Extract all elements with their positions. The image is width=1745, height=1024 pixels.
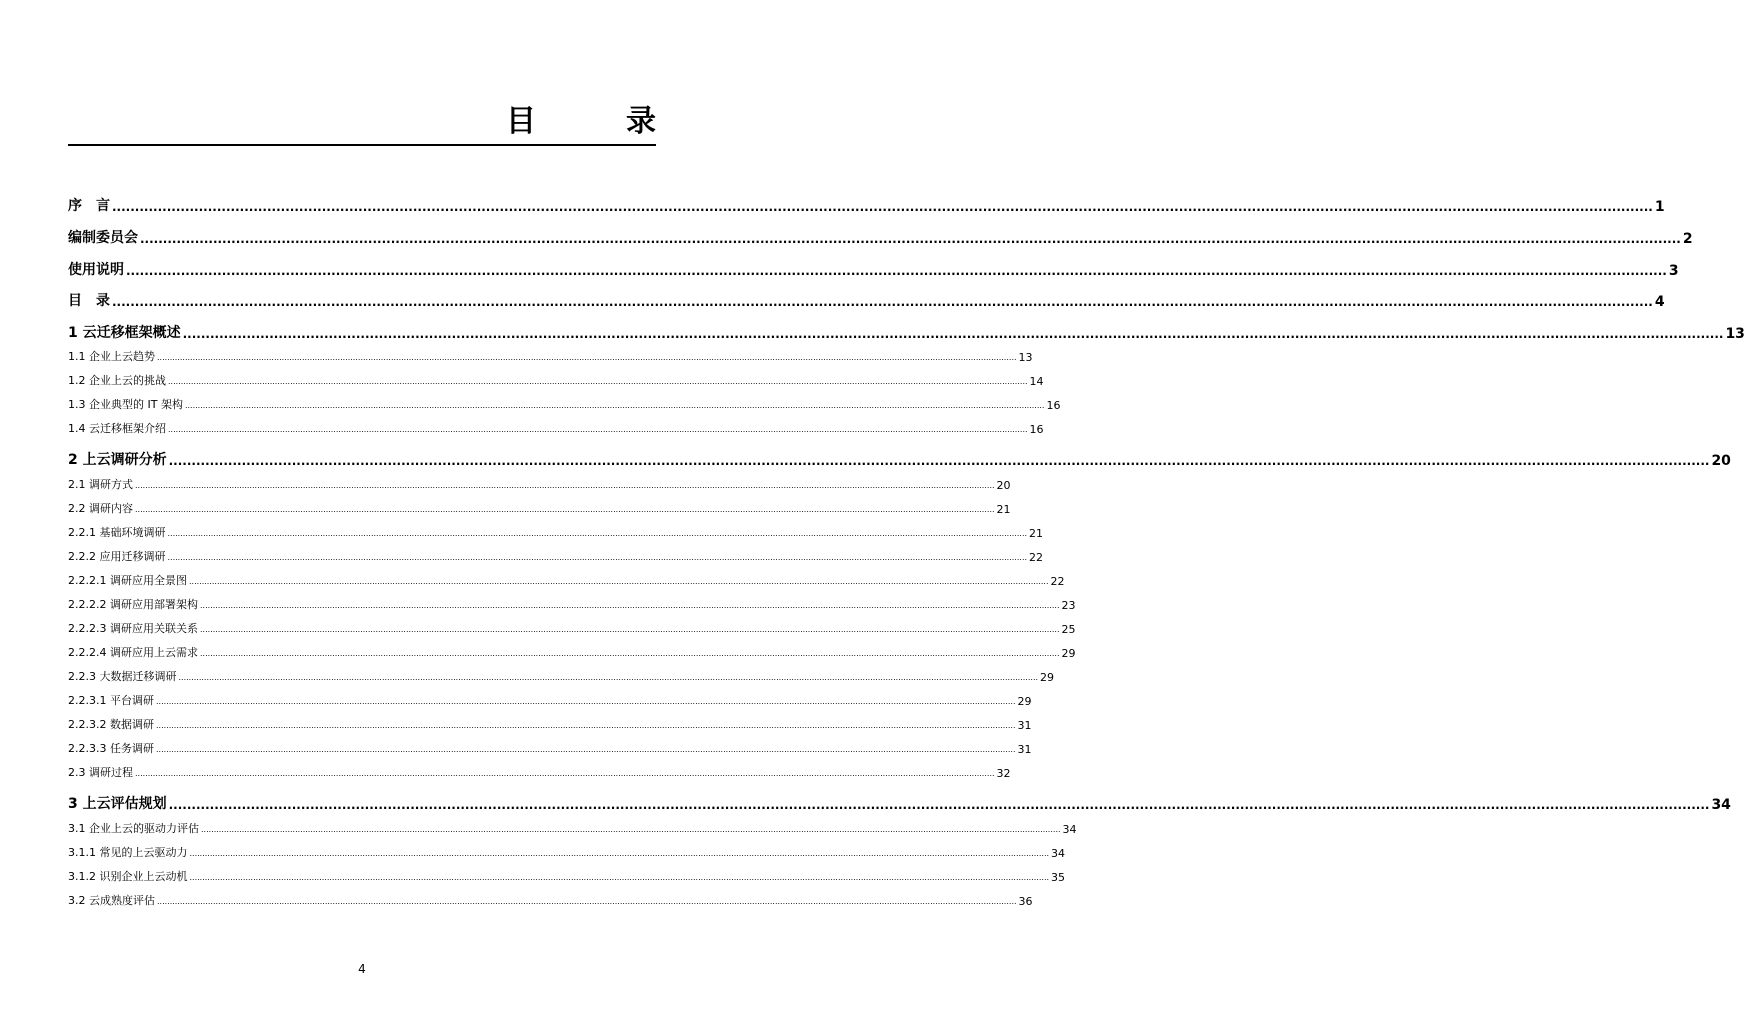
toc-entry-label: 1.4 云迁移框架介绍 [68,422,166,435]
toc-leader-dots: .................................................................................................................................................................................................................................................................................................................................................. [157,897,1017,906]
toc-entry-label: 2.2.2 应用迁移调研 [68,550,166,563]
toc-entry[interactable] [68,742,1032,756]
page-title: 目 录 [506,104,686,139]
toc-entry-label: 2.3 调研过程 [68,766,133,779]
toc-entry-page: 4 [1654,294,1665,310]
toc-entry[interactable] [68,622,1076,636]
toc-leader-dots: .................................................................................................................................................................................................................................................................................................................................................. [189,873,1050,882]
toc-entry[interactable] [68,694,1032,708]
toc-leader-dots: .................................................................................................................................................................................................................................................................................................................................................. [155,697,1016,706]
toc-entry[interactable] [68,795,1731,813]
toc-entry[interactable] [68,350,1033,364]
toc-entry-page: 21 [1029,527,1044,540]
toc-leader-dots: .................................................................................................................................................................................................................................................................................................................................................. [188,577,1049,586]
toc-entry-page: 16 [1046,399,1061,412]
toc-entry[interactable] [68,598,1076,612]
toc-entry-label: 2.2.3.1 平台调研 [68,694,154,707]
toc-entry-page: 29 [1040,671,1055,684]
toc-entry-page: 35 [1051,871,1066,884]
toc-entry-page: 2 [1682,231,1693,247]
toc-entry[interactable] [68,526,1044,540]
toc-entry-page: 13 [1725,326,1745,342]
footer-page-number: 4 [358,962,366,976]
toc-entry[interactable] [68,894,1033,908]
toc-entry-label: 3.1.1 常见的上云驱动力 [68,846,188,859]
toc-entry-page: 20 [1711,453,1731,469]
toc-leader-dots: .................................................................................................................................................................................................................................................................................................................................................. [184,401,1045,410]
toc-leader-dots: .................................................................................................................................................................................................................................................................................................................................................. [157,353,1017,362]
toc-entry-page: 13 [1018,351,1033,364]
toc-entry[interactable] [68,670,1055,684]
toc-entry[interactable] [68,502,1011,516]
toc-entry[interactable] [68,422,1044,436]
toc-entry[interactable] [68,766,1011,780]
toc-entry-label: 2.2.1 基础环境调研 [68,526,166,539]
toc-leader-dots: .................................................................................................................................................................................................................................................................................................................................................. [189,849,1050,858]
toc-entry-page: 14 [1029,375,1044,388]
toc-entry-label: 编制委员会 [68,230,138,246]
toc-entry-page: 20 [996,479,1011,492]
toc-entry-label: 使用说明 [68,262,124,278]
toc-entry[interactable] [68,718,1032,732]
toc-entry-label: 1.1 企业上云趋势 [68,350,155,363]
toc-leader-dots: .................................................................................................................................................................................................................................................................................................................................................. [168,798,1710,812]
toc-leader-dots: .................................................................................................................................................................................................................................................................................................................................................. [135,481,995,490]
toc-leader-dots: .................................................................................................................................................................................................................................................................................................................................................. [201,825,1061,834]
toc-entry-label: 2.2.3 大数据迁移调研 [68,670,177,683]
toc-entry-label: 2 上云调研分析 [68,452,167,468]
toc-leader-dots: .................................................................................................................................................................................................................................................................................................................................................. [135,505,995,514]
toc-leader-dots: .................................................................................................................................................................................................................................................................................................................................................. [168,377,1028,386]
toc-entry[interactable] [68,374,1044,388]
toc-entry-page: 22 [1029,551,1044,564]
toc-entry-label: 2.2.3.2 数据调研 [68,718,154,731]
toc-entry-label: 2.1 调研方式 [68,478,133,491]
toc-leader-dots: .................................................................................................................................................................................................................................................................................................................................................. [155,721,1016,730]
toc-leader-dots: .................................................................................................................................................................................................................................................................................................................................................. [155,745,1016,754]
toc-entry[interactable] [68,261,1679,279]
toc-entry-page: 25 [1061,623,1076,636]
toc-entry-label: 3.1 企业上云的驱动力评估 [68,822,199,835]
toc-entry-label: 1 云迁移框架概述 [68,325,181,341]
toc-entry[interactable] [68,292,1665,310]
toc-leader-dots: .................................................................................................................................................................................................................................................................................................................................................. [167,553,1028,562]
toc-leader-dots: .................................................................................................................................................................................................................................................................................................................................................. [178,673,1039,682]
toc-entry-page: 36 [1018,895,1033,908]
toc-leader-dots: .................................................................................................................................................................................................................................................................................................................................................. [167,529,1028,538]
toc-entry-label: 2.2.2.1 调研应用全景图 [68,574,187,587]
toc-entry[interactable] [68,846,1066,860]
toc-entry[interactable] [68,197,1665,215]
toc-entry-page: 16 [1029,423,1044,436]
toc-entry[interactable] [68,324,1745,342]
toc-leader-dots: .................................................................................................................................................................................................................................................................................................................................................. [199,625,1060,634]
toc-entry-page: 31 [1017,743,1032,756]
toc-entry[interactable] [68,229,1693,247]
toc-entry-page: 29 [1017,695,1032,708]
toc-leader-dots: .................................................................................................................................................................................................................................................................................................................................................. [135,769,995,778]
toc-leader-dots: .................................................................................................................................................................................................................................................................................................................................................. [168,425,1028,434]
toc-entry-label: 2.2.2.2 调研应用部署架构 [68,598,198,611]
toc-entry-page: 31 [1017,719,1032,732]
toc-entry-label: 1.2 企业上云的挑战 [68,374,166,387]
toc-leader-dots: .................................................................................................................................................................................................................................................................................................................................................. [112,200,1653,214]
toc-entry-page: 34 [1062,823,1077,836]
toc-leader-dots: .................................................................................................................................................................................................................................................................................................................................................. [140,232,1681,246]
toc-leader-dots: .................................................................................................................................................................................................................................................................................................................................................. [126,264,1667,278]
toc-leader-dots: .................................................................................................................................................................................................................................................................................................................................................. [199,649,1060,658]
toc-entry-label: 序 言 [68,198,110,214]
title-divider [68,144,656,146]
toc-entry-page: 32 [996,767,1011,780]
toc-entry[interactable] [68,870,1066,884]
toc-entry-label: 2.2.2.4 调研应用上云需求 [68,646,198,659]
toc-leader-dots: .................................................................................................................................................................................................................................................................................................................................................. [168,454,1710,468]
toc-entry[interactable] [68,646,1076,660]
toc-leader-dots: .................................................................................................................................................................................................................................................................................................................................................. [182,327,1724,341]
toc-entry-page: 3 [1668,263,1679,279]
toc-entry-label: 2.2 调研内容 [68,502,133,515]
toc-entry-label: 3.2 云成熟度评估 [68,894,155,907]
toc-entry[interactable] [68,822,1077,836]
toc-leader-dots: .................................................................................................................................................................................................................................................................................................................................................. [112,295,1653,309]
toc-entry-label: 3.1.2 识别企业上云动机 [68,870,188,883]
toc-leader-dots: .................................................................................................................................................................................................................................................................................................................................................. [199,601,1060,610]
toc-entry[interactable] [68,398,1061,412]
toc-entry-label: 3 上云评估规划 [68,796,167,812]
toc-entry-page: 29 [1061,647,1076,660]
toc-entry-page: 1 [1654,199,1665,215]
toc-entry-page: 34 [1711,797,1731,813]
toc-entry[interactable] [68,478,1011,492]
toc-entry[interactable] [68,550,1044,564]
toc-entry-label: 目 录 [68,293,110,309]
toc-entry-page: 22 [1050,575,1065,588]
toc-entry[interactable] [68,574,1065,588]
toc-entry-label: 1.3 企业典型的 IT 架构 [68,398,183,411]
toc-entry-page: 23 [1061,599,1076,612]
toc-entry-page: 21 [996,503,1011,516]
toc-entry-label: 2.2.3.3 任务调研 [68,742,154,755]
toc-entry-page: 34 [1051,847,1066,860]
toc-entry-label: 2.2.2.3 调研应用关联关系 [68,622,198,635]
toc-entry[interactable] [68,451,1731,469]
